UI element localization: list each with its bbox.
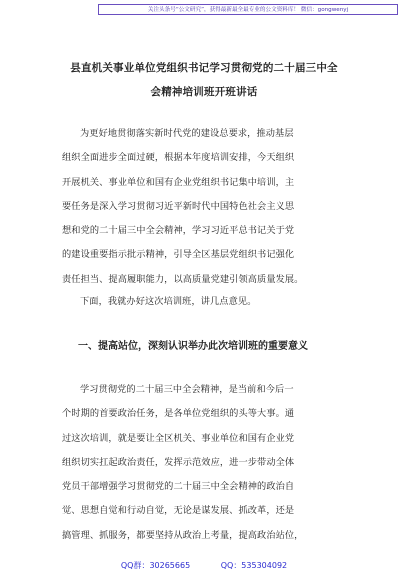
paragraph-line: 想和党的二十届三中全会精神，学习习近平总书记关于党 bbox=[62, 225, 295, 237]
paragraph-line: 组织全面进步全面过硬，根据本年度培训安排，今天组织 bbox=[62, 152, 295, 164]
paragraph-section-1 bbox=[62, 378, 352, 548]
paragraph-line: 觉、思想自觉和行动自觉，无论是谋发展、抓改革，还是 bbox=[62, 505, 295, 517]
paragraph-intro bbox=[62, 122, 352, 292]
header-note-banner: 关注头条号“公文研究”，获得最新最全最专业的公文资料库！ 微信：gongwenyj bbox=[98, 4, 398, 15]
paragraph-line: 学习贯彻党的二十届三中全会精神，是当前和今后一 bbox=[80, 384, 294, 395]
paragraph-line: 的建设重要指示批示精神，引导全区基层党组织书记强化 bbox=[62, 249, 295, 261]
paragraph-transition bbox=[62, 290, 352, 314]
paragraph-line: 过这次培训，就是要让全区机关、事业单位和国有企业党 bbox=[62, 432, 295, 444]
footer-contact bbox=[0, 560, 408, 572]
paragraph-line: 党员干部增强学习贯彻党的二十届三中全会精神的政治自 bbox=[62, 481, 295, 493]
paragraph-line: 责任担当、提高履职能力，以高质量党建引领高质量发展。 bbox=[62, 273, 304, 285]
footer-qq-number: QQ：535304092 bbox=[220, 561, 288, 570]
title-line: 会精神培训班开班讲话 bbox=[150, 86, 258, 98]
title-line: 县直机关事业单位党组织书记学习贯彻党的二十届三中全 bbox=[70, 62, 338, 74]
paragraph-line: 开展机关、事业单位和国有企业党组织书记集中培训，主 bbox=[62, 176, 295, 188]
document-title bbox=[40, 56, 368, 104]
paragraph-line: 要任务是深入学习贯彻习近平新时代中国特色社会主义思 bbox=[62, 200, 295, 212]
paragraph-line: 个时期的首要政治任务，是各单位党组织的头等大事。通 bbox=[62, 408, 295, 420]
paragraph-line: 搞管理、抓服务，都要坚持从政治上考量，提高政治站位， bbox=[62, 529, 304, 541]
footer-qq-group: QQ群：30265665 bbox=[120, 561, 191, 570]
section-heading-1: 一、提高站位，深刻认识举办此次培训班的重要意义 bbox=[78, 341, 308, 352]
paragraph-line: 组织切实扛起政治责任，发挥示范效应，进一步带动全体 bbox=[62, 456, 295, 468]
paragraph-line: 为更好地贯彻落实新时代党的建设总要求，推动基层 bbox=[80, 128, 294, 139]
paragraph-line: 下面，我就办好这次培训班，讲几点意见。 bbox=[80, 296, 257, 307]
